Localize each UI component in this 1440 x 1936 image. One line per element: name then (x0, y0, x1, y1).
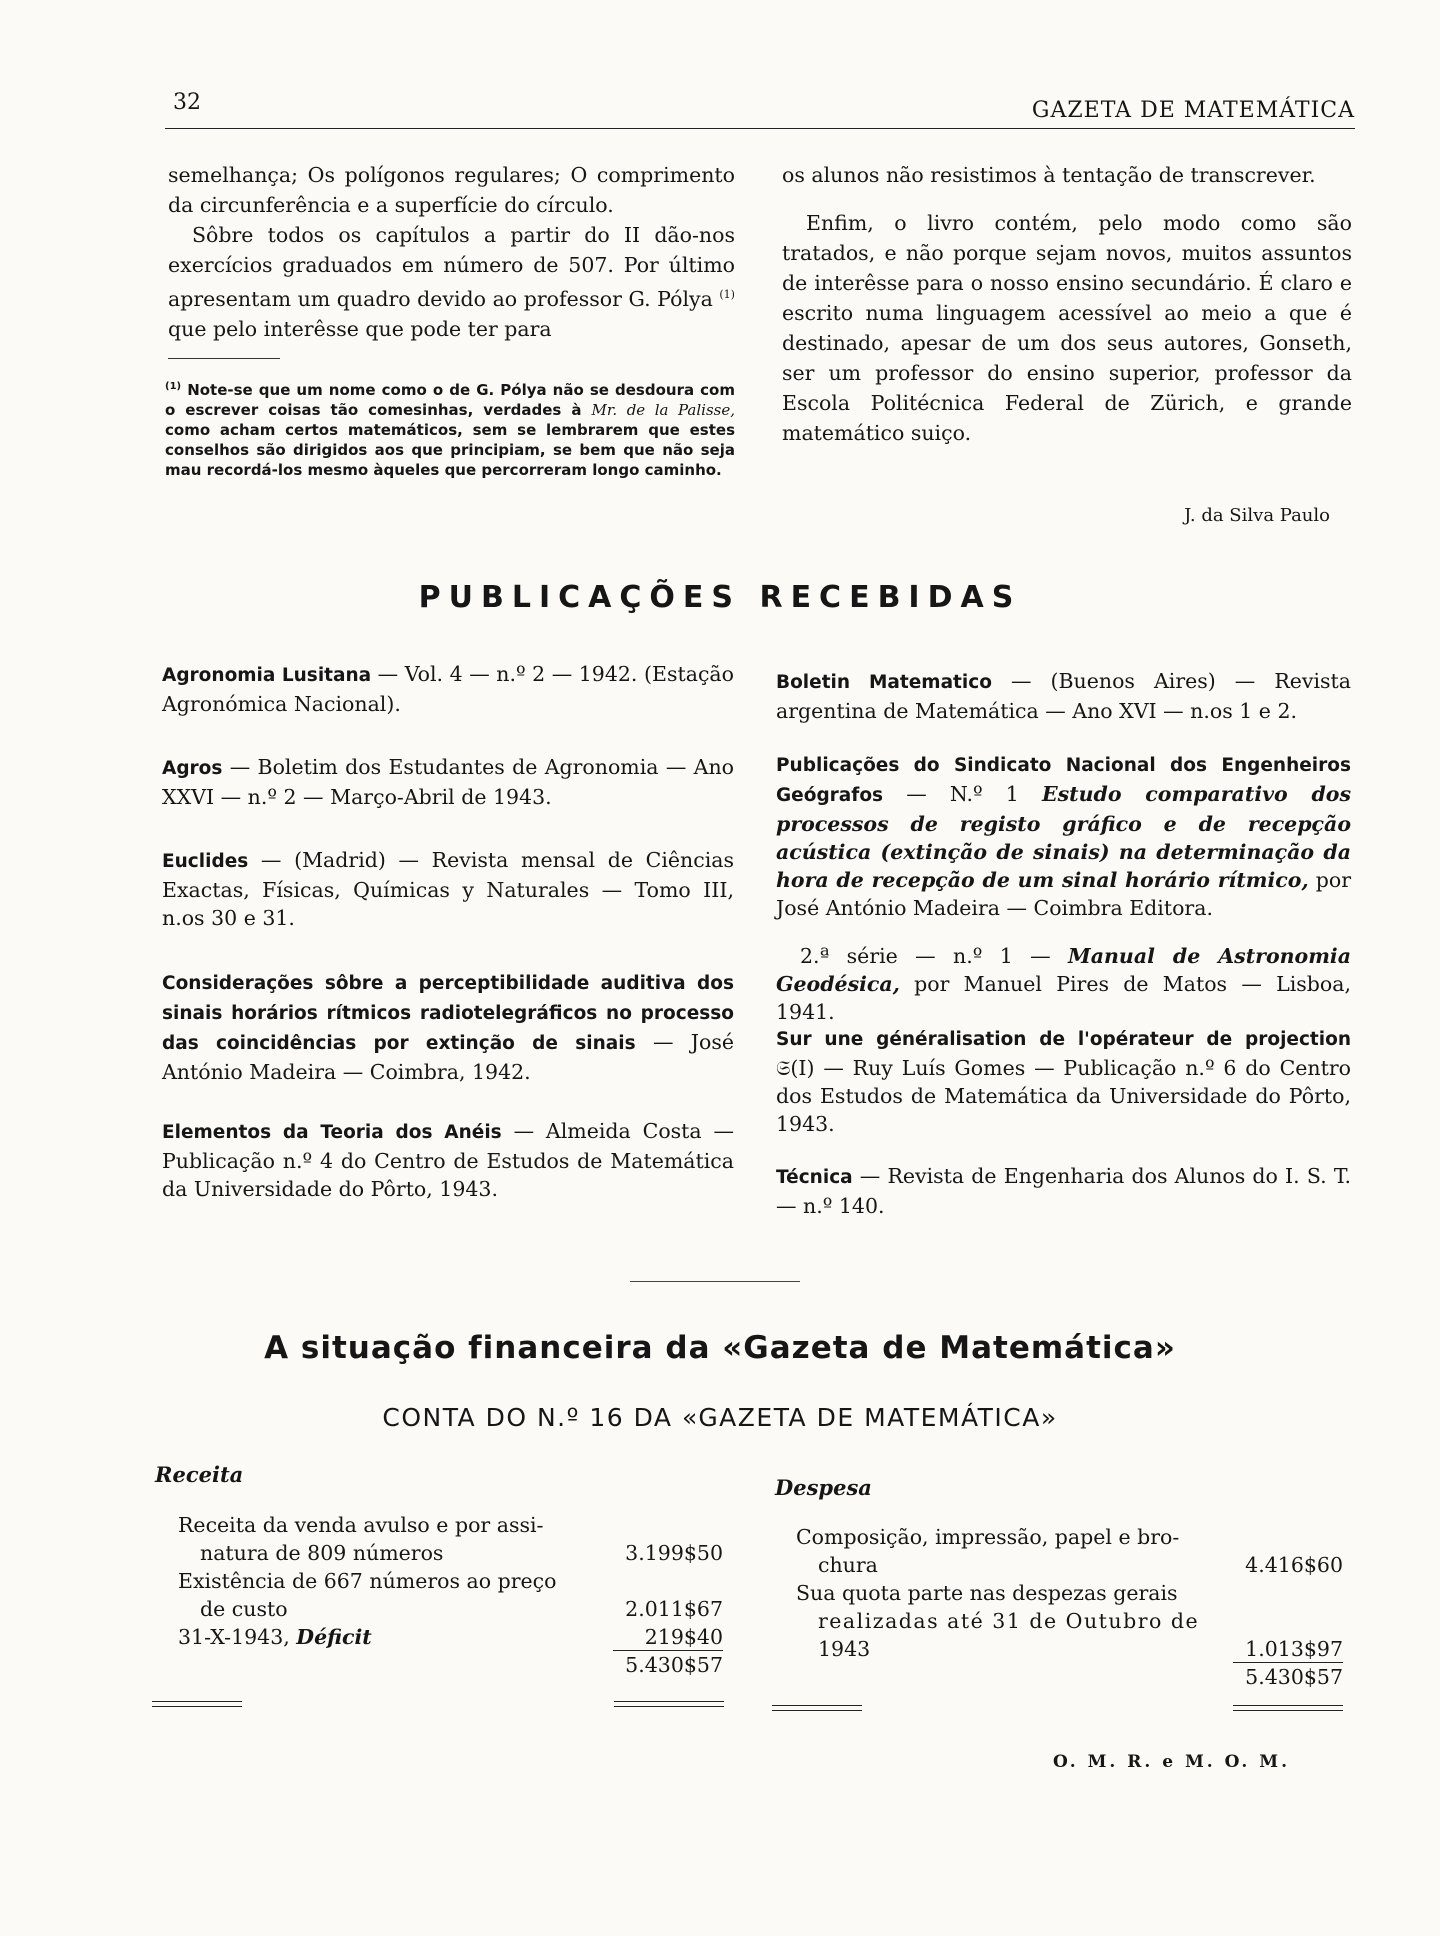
double-rule (152, 1701, 242, 1707)
publication-entry: Considerações sôbre a perceptibilidade auditiva dos sinais horários rítmicos radiotelegráficos no processo das coincidências por extinção de sinais — José António Madeira — Coimbra, 1942. (162, 973, 735, 1084)
ledger-row: Existência de 667 números ao preço de custo 2.011$67 (178, 1569, 723, 1621)
double-rule (1233, 1705, 1343, 1711)
ledger-amount: 219$40 (644, 1625, 723, 1649)
despesa-label: Despesa (775, 1475, 872, 1500)
author-initials: O. M. R. e M. O. M. (1052, 1752, 1290, 1772)
publication-entry: 2.ª série — n.º 1 — Manual de Astronomia Geodésica, por Manuel Pires de Matos — Lisboa, 1941. (776, 944, 1351, 1024)
publication-entry: Boletin Matematico — (Buenos Aires) — Revista argentina de Matemática — Ano XVI — n.os 1 e 2. (776, 669, 1352, 723)
ledger-row: Receita da venda avulso e por assi- natura de 809 números 3.199$50 (178, 1513, 723, 1565)
review-left-column (168, 160, 735, 344)
header-rule (165, 128, 1355, 129)
publication-entry: Agros — Boletim dos Estudantes de Agronomia — Ano XXVI — n.º 2 — Março-Abril de 1943. (162, 755, 734, 809)
page-number: 32 (173, 90, 201, 115)
ledger-amount: 2.011$67 (625, 1597, 723, 1621)
finance-subheading: CONTA DO N.º 16 DA «GAZETA DE MATEMÁTICA» (382, 1403, 1058, 1432)
ledger-amount: 3.199$50 (625, 1541, 723, 1565)
despesa-ledger (796, 1523, 1343, 1691)
review-left-paragraph-2: Sôbre todos os capítulos a partir do II dão-nos exercícios graduados em número de 507. Por último apresentam um quadro devido ao professor G. Pólya $^{(1)}$ que pelo interêsse que pode ter para (168, 223, 735, 341)
section-divider (630, 1281, 800, 1282)
ledger-amount: 4.416$60 (1245, 1553, 1343, 1577)
ledger-total-row (178, 1651, 723, 1679)
publication-entry: Euclides — (Madrid) — Revista mensal de Ciências Exactas, Físicas, Químicas y Naturales — Tomo III, n.os 30 e 31. (162, 848, 734, 930)
publication-entry: Sur une généralisation de l'opérateur de projection 𝔖(I) — Ruy Luís Gomes — Publicação n.º 6 do Centro dos Estudos de Matemática da Universidade do Pôrto, 1943. (776, 1029, 1351, 1136)
review-right-column (782, 160, 1352, 448)
review-right-paragraph-1: os alunos não resistimos à tentação de transcrever. (782, 163, 1316, 187)
ledger-total-row (796, 1663, 1343, 1691)
receita-label: Receita (155, 1462, 244, 1487)
ledger-amount: 1.013$97 (1245, 1637, 1343, 1661)
ledger-row: 31-X-1943, Déficit 219$40 (178, 1625, 723, 1649)
double-rule (772, 1705, 862, 1711)
footnote-mark: (1) (165, 381, 182, 392)
review-right-paragraph-2: Enfim, o livro contém, pelo modo como são tratados, e não porque sejam novos, muitos assuntos de interêsse para o nosso ensino secundário. É claro e escrito numa linguagem acessível ao meio a que é destinado, apesar de um dos seus autores, Gonseth, ser um professor do ensino superior, professor da Escola Politécnica Federal de Zürich, e grande matemático suiço. (782, 211, 1352, 445)
publications-heading: PUBLICAÇÕES RECEBIDAS (418, 580, 1022, 615)
receita-total: 5.430$57 (613, 1650, 723, 1679)
review-left-paragraph-1: semelhança; Os polígonos regulares; O comprimento da circunferência e a superfície do círculo. (168, 163, 735, 217)
publication-entry: Agronomia Lusitana — Vol. 4 — n.º 2 — 1942. (Estação Agronómica Nacional). (162, 662, 734, 716)
page-header (165, 90, 1355, 130)
publication-entry: Publicações do Sindicato Nacional dos Engenheiros Geógrafos — N.º 1 Estudo comparativo dos processos de registo gráfico e de recepção acústica (extinção de sinais) na determinação da hora de recepção de um sinal horário rítmico, por José António Madeira — Coimbra Editora. (776, 755, 1352, 920)
footnote: $^{(1)}$ Note-se que um nome como o de G. Pólya não se desdoura com o escrever coisas tão comesinhas, verdades à Mr. de la Palisse, como acham certos matemáticos, sem se lembrarem que estes conselhos são dirigidos aos que principiam, se bem que não seja mau recordá-los mesmo àqueles que percorreram longo caminho. (165, 381, 736, 479)
publication-entry: Elementos da Teoria dos Anéis — Almeida Costa — Publicação n.º 4 do Centro de Estudos de Matemática da Universidade do Pôrto, 1943. (162, 1119, 735, 1201)
running-title: GAZETA DE MATEMÁTICA (1031, 98, 1355, 123)
footnote-reference: (1) (719, 288, 735, 301)
publication-entry: Técnica — Revista de Engenharia dos Alunos do I. S. T. — n.º 140. (776, 1164, 1351, 1218)
receita-ledger (178, 1511, 723, 1679)
review-signature: J. da Silva Paulo (1184, 505, 1330, 526)
despesa-total: 5.430$57 (1233, 1662, 1343, 1691)
finance-heading: A situação financeira da «Gazeta de Matemática» (264, 1330, 1176, 1366)
footnote-rule (168, 358, 280, 359)
ledger-row: Sua quota parte nas despezas gerais realizadas até 31 de Outubro de 1943 1.013$97 (796, 1581, 1343, 1661)
ledger-row: Composição, impressão, papel e bro- chura 4.416$60 (796, 1525, 1343, 1577)
double-rule (614, 1701, 724, 1707)
